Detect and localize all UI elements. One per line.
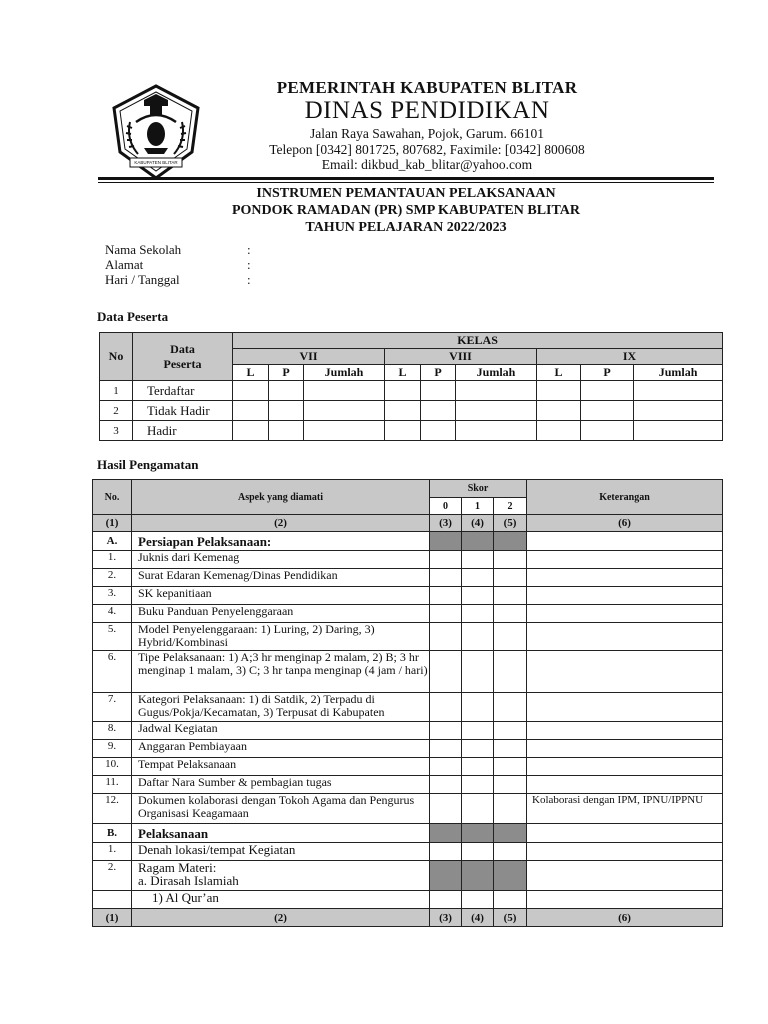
- item-no: 2.: [93, 569, 132, 587]
- table-row: [93, 605, 723, 623]
- col-no: No.: [93, 480, 132, 515]
- col-kelas: KELAS: [233, 333, 723, 349]
- doc-title-2: PONDOK RAMADAN (PR) SMP KABUPATEN BLITAR: [231, 203, 581, 218]
- section-hasil-pengamatan: Hasil Pengamatan: [97, 457, 199, 472]
- data-peserta-table: [99, 332, 723, 441]
- col-skor: Skor: [430, 480, 527, 498]
- hasil-pengamatan-table: [92, 479, 723, 927]
- label-alamat: Alamat: [105, 257, 144, 272]
- sub-l: L: [233, 365, 269, 381]
- section-no: B.: [93, 824, 132, 843]
- item-text: Dokumen kolaborasi dengan Tokoh Agama dan Pengurus Organisasi Keagamaan: [132, 794, 430, 824]
- section-row-b: [93, 824, 723, 843]
- colnum-row: [93, 515, 723, 532]
- table-row: [93, 794, 723, 824]
- sub-jumlah: Jumlah: [456, 365, 537, 381]
- logo-text: KABUPATEN BLITAR: [134, 160, 178, 165]
- table-row: [93, 758, 723, 776]
- item-text: Jadwal Kegiatan: [132, 722, 430, 740]
- item-no: 2.: [93, 861, 132, 891]
- section-data-peserta: Data Peserta: [97, 309, 169, 324]
- item-text: Tempat Pelaksanaan: [132, 758, 430, 776]
- kabupaten-blitar-emblem: [106, 82, 206, 182]
- item-no: 10.: [93, 758, 132, 776]
- colnum: (4): [462, 909, 494, 927]
- table-row: [100, 421, 723, 441]
- label-hari-tanggal: Hari / Tanggal: [105, 272, 180, 287]
- item-text: Model Penyelenggaraan: 1) Luring, 2) Daring, 3) Hybrid/Kombinasi: [132, 623, 430, 651]
- colon: :: [247, 272, 251, 287]
- gov-name: PEMERINTAH KABUPATEN BLITAR: [276, 78, 578, 97]
- item-no: 4.: [93, 605, 132, 623]
- table-row: [93, 891, 723, 909]
- skor-2: 2: [494, 498, 527, 515]
- colnum: (4): [462, 515, 494, 532]
- item-text: Juknis dari Kemenag: [132, 551, 430, 569]
- item-text: Surat Edaran Kemenag/Dinas Pendidikan: [132, 569, 430, 587]
- row-no: 3: [100, 421, 133, 441]
- table-row: [93, 740, 723, 758]
- item-text: Buku Panduan Penyelenggaraan: [132, 605, 430, 623]
- sub-p: P: [581, 365, 634, 381]
- item-no: 1.: [93, 843, 132, 861]
- section-label: Persiapan Pelaksanaan:: [132, 532, 430, 551]
- office-name: DINAS PENDIDIKAN: [304, 97, 550, 124]
- table-row: [93, 569, 723, 587]
- colnum: (2): [132, 909, 430, 927]
- doc-title-3: TAHUN PELAJARAN 2022/2023: [305, 220, 507, 235]
- section-row-a: [93, 532, 723, 551]
- section-no: A.: [93, 532, 132, 551]
- row-no: 2: [100, 401, 133, 421]
- item-text: Ragam Materi:: [138, 860, 217, 875]
- colnum: (1): [93, 909, 132, 927]
- office-email: Email: dikbud_kab_blitar@yahoo.com: [321, 157, 533, 172]
- skor-0: 0: [430, 498, 462, 515]
- table-row: [93, 722, 723, 740]
- item-text: SK kepanitiaan: [132, 587, 430, 605]
- row-label: Terdaftar: [133, 381, 233, 401]
- table-row: [100, 381, 723, 401]
- section-label: Pelaksanaan: [132, 824, 430, 843]
- row-no: 1: [100, 381, 133, 401]
- colnum: (2): [132, 515, 430, 532]
- colon: :: [247, 257, 251, 272]
- item-text: Daftar Nara Sumber & pembagian tugas: [132, 776, 430, 794]
- sub-p: P: [269, 365, 304, 381]
- colnum: (6): [527, 515, 723, 532]
- sub-p: P: [421, 365, 456, 381]
- item-no: 11.: [93, 776, 132, 794]
- table-row: [93, 651, 723, 693]
- item-no: 5.: [93, 623, 132, 651]
- sub-item-1: 1) Al Qur’an: [132, 891, 430, 909]
- item-no: 12.: [93, 794, 132, 824]
- item-no: 3.: [93, 587, 132, 605]
- colnum: (5): [494, 909, 527, 927]
- colnum-row: [93, 909, 723, 927]
- table-row: [93, 843, 723, 861]
- colnum: (3): [430, 909, 462, 927]
- sub-jumlah: Jumlah: [304, 365, 385, 381]
- colnum: (6): [527, 909, 723, 927]
- sub-l: L: [537, 365, 581, 381]
- grade-viii: VIII: [385, 349, 537, 365]
- table-row: [100, 401, 723, 421]
- sub-l: L: [385, 365, 421, 381]
- item-keterangan: Kolaborasi dengan IPM, IPNU/IPPNU: [527, 794, 723, 824]
- letterhead-rule-thin: [98, 182, 714, 183]
- label-nama-sekolah: Nama Sekolah: [105, 242, 182, 257]
- grade-ix: IX: [537, 349, 723, 365]
- doc-title-1: INSTRUMEN PEMANTAUAN PELAKSANAAN: [256, 186, 556, 201]
- office-phone: Telepon [0342] 801725, 807682, Faximile: [0342] 800608: [269, 142, 585, 157]
- table-row: [93, 861, 723, 891]
- sub-jumlah: Jumlah: [634, 365, 723, 381]
- item-no: 7.: [93, 693, 132, 722]
- colon: :: [247, 242, 251, 257]
- col-data-peserta: Data Peserta: [133, 333, 233, 381]
- colnum: (3): [430, 515, 462, 532]
- item-no: 8.: [93, 722, 132, 740]
- colnum: (1): [93, 515, 132, 532]
- grade-vii: VII: [233, 349, 385, 365]
- table-row: [93, 693, 723, 722]
- item-text: Tipe Pelaksanaan: 1) A;3 hr menginap 2 malam, 2) B; 3 hr menginap 1 malam, 3) C; 3 hr tanpa menginap (4 jam / hari): [132, 651, 430, 693]
- item-no: 9.: [93, 740, 132, 758]
- office-address: Jalan Raya Sawahan, Pojok, Garum. 66101: [310, 126, 544, 141]
- col-no: No: [100, 333, 133, 381]
- table-row: [93, 587, 723, 605]
- table-row: [93, 551, 723, 569]
- item-text: Anggaran Pembiayaan: [132, 740, 430, 758]
- row-label: Hadir: [133, 421, 233, 441]
- row-label: Tidak Hadir: [133, 401, 233, 421]
- colnum: (5): [494, 515, 527, 532]
- item-no: 6.: [93, 651, 132, 693]
- col-keterangan: Keterangan: [527, 480, 723, 515]
- item-no: 1.: [93, 551, 132, 569]
- col-aspek: Aspek yang diamati: [132, 480, 430, 515]
- sub-item-a: a. Dirasah Islamiah: [138, 873, 239, 888]
- letterhead-rule-thick: [98, 177, 714, 180]
- table-row: [93, 623, 723, 651]
- table-row: [93, 776, 723, 794]
- item-text: Kategori Pelaksanaan: 1) di Satdik, 2) Terpadu di Gugus/Pokja/Kecamatan, 3) Terpusat di Kabupaten: [132, 693, 430, 722]
- skor-1: 1: [462, 498, 494, 515]
- item-text: Denah lokasi/tempat Kegiatan: [132, 843, 430, 861]
